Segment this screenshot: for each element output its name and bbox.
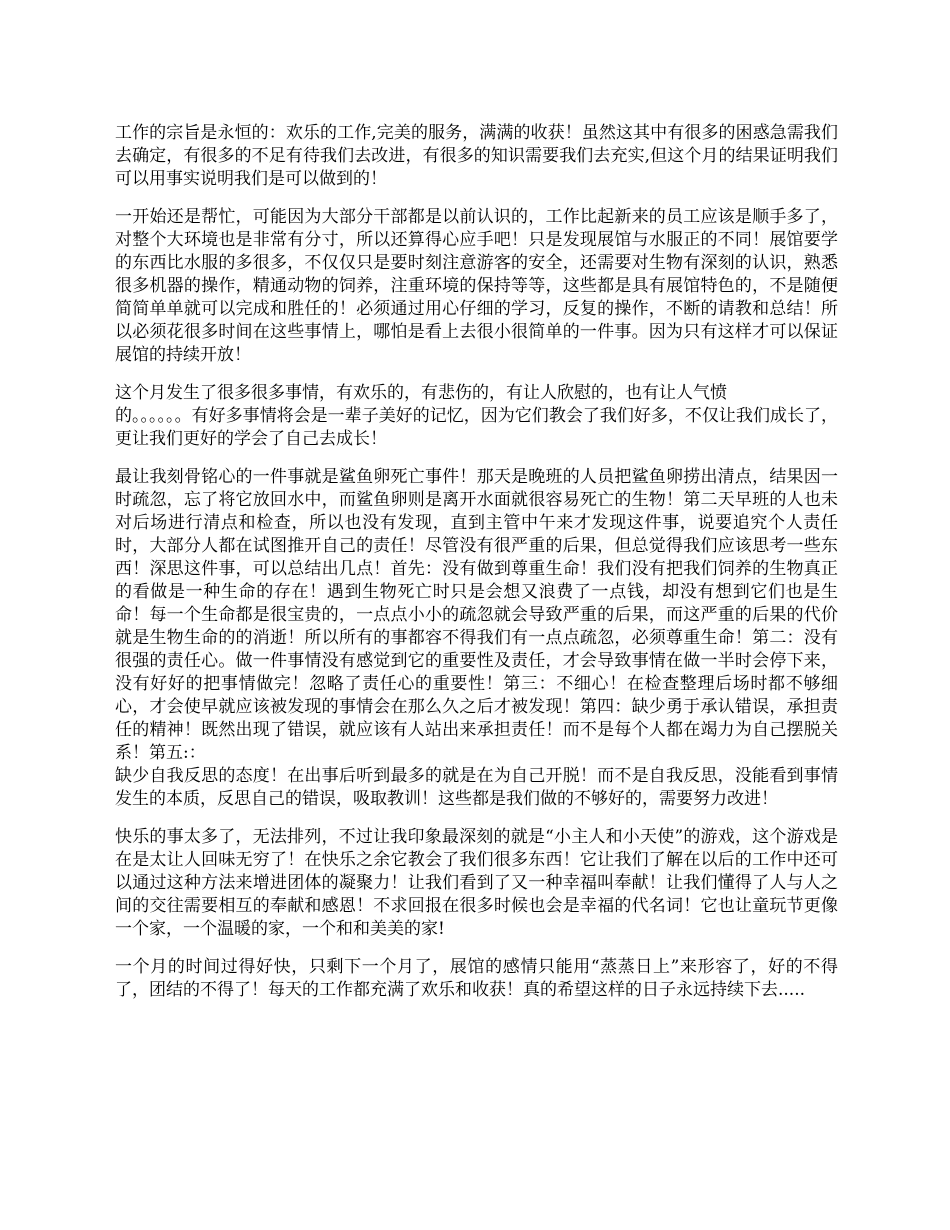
document-body: [115, 122, 838, 1017]
paragraph-1: 工作的宗旨是永恒的：欢乐的工作,完美的服务，满满的收获！虽然这其中有很多的困惑急需我们去确定，有很多的不足有待我们去改进，有很多的知识需要我们去充实,但这个月的结果证明我们可以用事实说明我们是可以做到的！: [115, 123, 838, 189]
paragraph-5: 快乐的事太多了，无法排列，不过让我印象最深刻的就是“小主人和小天使”的游戏，这个游戏是在是太让人回味无穷了！在快乐之余它教会了我们很多东西！它让我们了解在以后的工作中还可以通过这种方法来增进团体的凝聚力！让我们看到了又一种幸福叫奉献！让我们懂得了人与人之间的交往需要相互的奉献和感恩！不求回报在很多时候也会是幸福的代名词！它也让童玩节更像一个家，一个温暖的家，一个和和美美的家!: [115, 827, 838, 939]
paragraph-2: 一开始还是帮忙，可能因为大部分干部都是以前认识的，工作比起新来的员工应该是顺手多了，对整个大环境也是非常有分寸，所以还算得心应手吧！只是发现展馆与水服正的不同！展馆要学的东西比水服的多很多，不仅仅只是要时刻注意游客的安全，还需要对生物有深刻的认识，熟悉很多机器的操作，精通动物的饲养，注重环境的保持等等，这些都是具有展馆特色的，不是随便简简单单就可以完成和胜任的！必须通过用心仔细的学习，反复的操作，不断的请教和总结！所以必须花很多时间在这些事情上，哪怕是看上去很小很简单的一件事。因为只有这样才可以保证展馆的持续开放！: [115, 207, 838, 365]
paragraph-6: 一个月的时间过得好快，只剩下一个月了，展馆的感情只能用“蒸蒸日上”来形容了，好的不得了，团结的不得了！每天的工作都充满了欢乐和收获！真的希望这样的日子永远持续下去.....: [115, 957, 838, 1000]
paragraph-3: 这个月发生了很多很多事情，有欢乐的，有悲伤的，有让人欣慰的，也有让人气愤 的。。。。。。有好多事情将会是一辈子美好的记忆，因为它们教会了我们好多，不仅让我们成长了，更让我们更好的学会了自己去成长！: [115, 383, 838, 449]
paragraph-4: 最让我刻骨铭心的一件事就是鲨鱼卵死亡事件！那天是晚班的人员把鲨鱼卵捞出清点，结果因一时疏忽，忘了将它放回水中，而鲨鱼卵则是离开水面就很容易死亡的生物！第二天早班的人也未对后场进行清点和检查，所以也没有发现，直到主管中午来才发现这件事，说要追究个人责任时，大部分人都在试图推开自己的责任！尽管没有很严重的后果，但总觉得我们应该思考一些东西！深思这件事，可以总结出几点！首先：没有做到尊重生命！我们没有把我们饲养的生物真正的看做是一种生命的存在！遇到生物死亡时只是会想又浪费了一点钱，却没有想到它们也是生命！每一个生命都是很宝贵的，一点点小小的疏忽就会导致严重的后果，而这严重的后果的代价就是生物生命的的消逝！所以所有的事都容不得我们有一点点疏忽，必须尊重生命！第二：没有很强的责任心。做一件事情没有感觉到它的重要性及责任，才会导致事情在做一半时会停下来，没有好好的把事情做完！忽略了责任心的重要性！第三：不细心！在检查整理后场时都不够细心，才会使早就应该被发现的事情会在那么久之后才被发现！第四：缺少勇于承认错误，承担责任的精神！既然出现了错误，就应该有人站出来承担责任！而不是每个人都在竭力为自己摆脱关系！第五:： 缺少自我反思的态度！在出事后听到最多的就是在为自己开脱！而不是自我反思，没能看到事情发生的本质，反思自己的错误，吸取教训！这些都是我们做的不够好的，需要努力改进！: [115, 467, 838, 809]
